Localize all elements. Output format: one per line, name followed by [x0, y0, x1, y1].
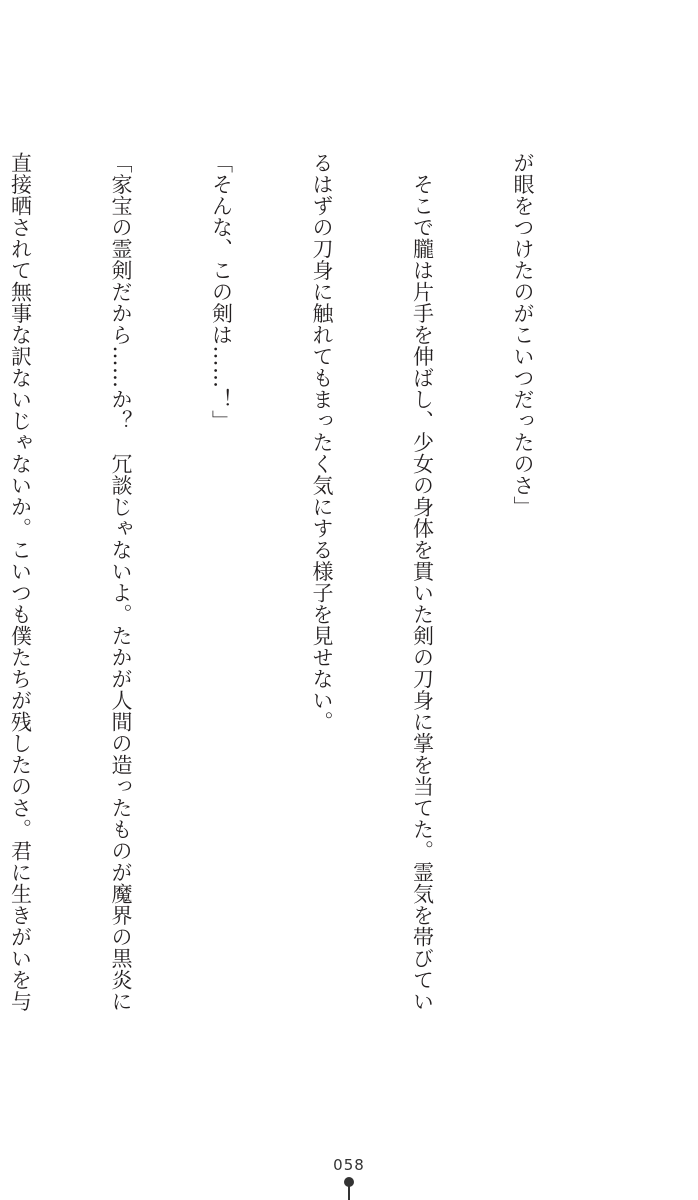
page-number: 058 — [333, 1156, 365, 1174]
folio-stem — [348, 1185, 350, 1200]
text-line: 「そんな、この剣は……！」 — [209, 152, 234, 432]
text-line: 直接晒されて無事な訳ないじゃないか。こいつも僕たちが残したのさ。君に生きがいを与 — [8, 152, 33, 1012]
folio-dot — [344, 1177, 354, 1187]
text-line: そこで朧は片手を伸ばし、少女の身体を貫いた剣の刀身に掌を当てた。霊気を帯びてい — [410, 152, 435, 1012]
text-line: が眼をつけたのがこいつだったのさ」 — [511, 152, 535, 518]
text-line: 「家宝の霊剣だから……か？ 冗談じゃないよ。たかが人間の造ったものが魔界の黒炎に — [109, 152, 133, 1012]
text-line: るはずの刀身に触れてもまったく気にする様子を見せない。 — [310, 152, 334, 733]
folio-ornament — [344, 1177, 354, 1200]
novel-body-text — [0, 152, 606, 1012]
